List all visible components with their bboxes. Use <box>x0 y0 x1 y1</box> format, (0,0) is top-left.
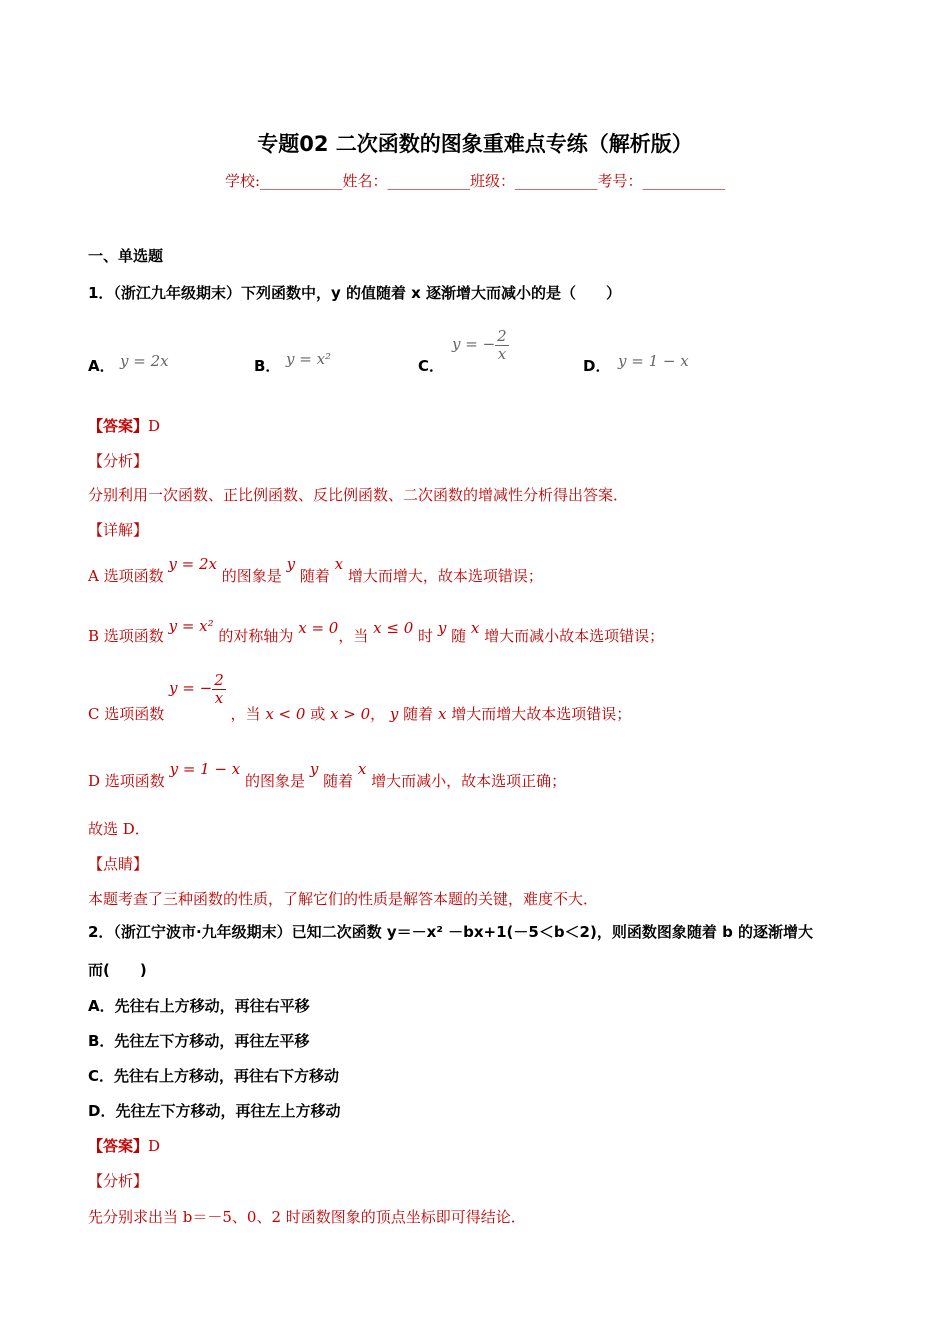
q2-stem-line1: 2．（浙江宁波市·九年级期末）已知二次函数 y＝－x² －bx+1(－5＜b＜2)，则函数图象随着 b 的逐渐增大 <box>88 923 814 941</box>
detail-c-y: y <box>389 705 399 723</box>
q1-option-c-label: C． <box>418 357 445 375</box>
detail-b-text2: ，当 <box>338 627 369 645</box>
q2-option-d: D．先往左下方移动，再往左上方移动 <box>88 1102 341 1120</box>
q1-detail-a <box>88 555 543 586</box>
detail-a-text1: 的图象是 <box>221 567 282 585</box>
detail-d-x: x <box>357 760 367 778</box>
school-info-line: 学校:___________姓名：___________班级：___________考号：___________ <box>224 172 726 190</box>
q1-option-a-label: A． <box>88 357 115 375</box>
detail-b-condition: x ≤ 0 <box>373 619 414 637</box>
q1-comment-tag: 【点睛】 <box>88 855 149 873</box>
q1-option-c-formula <box>452 328 509 362</box>
q2-option-b: B．先往左下方移动，再往左平移 <box>88 1032 310 1050</box>
q1-option-d-label: D． <box>583 357 611 375</box>
q2-analysis-tag: 【分析】 <box>88 1172 149 1190</box>
detail-b-text4: 随 <box>451 627 467 645</box>
q1-analysis-text: 分别利用一次函数、正比例函数、反比例函数、二次函数的增减性分析得出答案． <box>88 486 629 504</box>
page-title: 专题02 二次函数的图象重难点专练（解析版） <box>257 132 693 156</box>
detail-b-text1: 的对称轴为 <box>218 627 294 645</box>
detail-c-text1: ，当 <box>230 705 261 723</box>
detail-d-prefix: D 选项函数 <box>88 772 165 790</box>
detail-d-text1: 的图象是 <box>245 772 306 790</box>
q1-answer-value: D <box>148 417 161 435</box>
q1-stem: 1．（浙江九年级期末）下列函数中，y 的值随着 x 逐渐增大而减小的是（ ） <box>88 284 622 302</box>
detail-c-prefix: C 选项函数 <box>88 705 165 723</box>
q1-option-b-formula: y = x² <box>286 350 332 368</box>
detail-d-formula: y = 1 − x <box>169 760 241 778</box>
q2-answer-value: D <box>148 1137 161 1155</box>
detail-a-formula: y = 2x <box>168 555 217 573</box>
q1-detail-c <box>88 671 632 723</box>
q1-option-a-formula: y = 2x <box>120 352 169 370</box>
q1-answer <box>88 415 160 436</box>
detail-b-axis: x = 0 <box>298 619 339 637</box>
q2-analysis-text: 先分别求出当 b＝－5、0、2 时函数图象的顶点坐标即可得结论． <box>88 1208 526 1226</box>
detail-a-y: y <box>286 555 296 573</box>
section-heading: 一、单选题 <box>88 247 164 265</box>
detail-c-denominator: x <box>214 688 224 707</box>
q1-comment-text: 本题考查了三种函数的性质，了解它们的性质是解答本题的关键，难度不大． <box>88 890 599 908</box>
detail-d-suffix: 增大而减小，故本选项正确； <box>371 772 567 790</box>
q1-option-c-prefix: y = − <box>452 335 496 353</box>
detail-c-condition1: x < 0 <box>265 705 306 723</box>
q1-option-d-formula: y = 1 − x <box>618 352 689 370</box>
q1-conclusion: 故选 D． <box>88 820 150 838</box>
detail-b-text3: 时 <box>418 627 434 645</box>
detail-b-prefix: B 选项函数 <box>88 627 164 645</box>
detail-a-text2: 随着 <box>299 567 330 585</box>
detail-b-y: y <box>437 619 447 637</box>
detail-b-x: x <box>470 619 480 637</box>
detail-b-formula: y = x² <box>168 617 214 635</box>
q1-detail-b <box>88 617 665 646</box>
q1-answer-tag: 【答案】 <box>88 417 149 435</box>
q1-option-b-label: B． <box>254 357 281 375</box>
q1-analysis-tag: 【分析】 <box>88 452 149 470</box>
q2-answer-tag: 【答案】 <box>88 1137 149 1155</box>
detail-d-y: y <box>309 760 319 778</box>
detail-b-suffix: 增大而减小故本选项错误； <box>484 627 665 645</box>
q2-option-c: C．先往右上方移动，再往右下方移动 <box>88 1067 340 1085</box>
detail-c-text2: 或 <box>310 705 326 723</box>
detail-c-numerator: 2 <box>214 671 224 689</box>
detail-c-formula <box>169 672 226 706</box>
detail-c-text4: 随着 <box>403 705 434 723</box>
detail-a-x: x <box>334 555 344 573</box>
detail-c-formula-prefix: y = − <box>169 679 213 697</box>
q2-stem-line2: 而( ) <box>88 961 147 979</box>
detail-d-text2: 随着 <box>323 772 354 790</box>
q2-answer <box>88 1135 160 1156</box>
q1-option-c-numerator: 2 <box>497 327 507 345</box>
detail-c-suffix: 增大而增大故本选项错误； <box>451 705 632 723</box>
q1-detail-tag: 【详解】 <box>88 521 149 539</box>
q1-option-c-denominator: x <box>497 344 507 363</box>
detail-a-suffix: 增大而增大，故本选项错误； <box>347 567 543 585</box>
detail-c-condition2: x > 0 <box>330 705 371 723</box>
q1-detail-d <box>88 760 567 791</box>
detail-c-text3: ， <box>370 705 386 723</box>
q2-option-a: A．先往右上方移动，再往右平移 <box>88 997 310 1015</box>
detail-a-prefix: A 选项函数 <box>88 567 164 585</box>
detail-c-x: x <box>437 705 447 723</box>
